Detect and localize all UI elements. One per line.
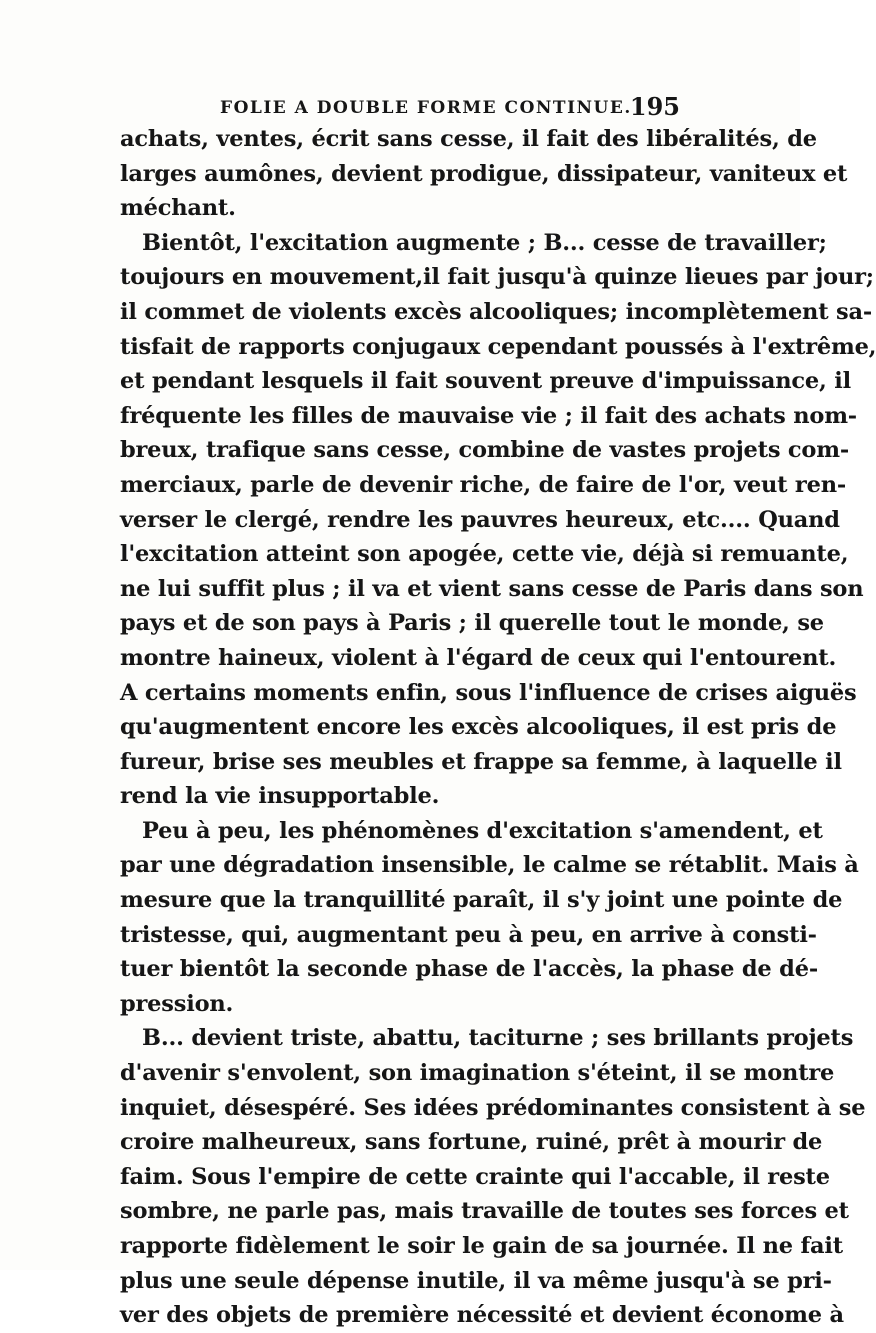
page-number: 195 <box>629 92 680 121</box>
text-line: B... devient triste, abattu, taciturne ; ses brillants projets <box>142 1025 854 1052</box>
text-line: croire malheureux, sans fortune, ruiné, prêt à mourir de <box>120 1129 823 1156</box>
text-line: mesure que la tranquillité paraît, il s'y joint une pointe de <box>120 887 843 914</box>
text-line: sombre, ne parle pas, mais travaille de toutes ses forces et <box>120 1198 849 1225</box>
paragraph <box>120 1021 866 1332</box>
text-line: d'avenir s'envolent, son imagination s'éteint, il se montre <box>120 1060 835 1087</box>
text-line: tuer bientôt la seconde phase de l'accès, la phase de dé- <box>120 956 818 983</box>
text-line: ne lui suffit plus ; il va et vient sans cesse de Paris dans son <box>120 575 864 602</box>
text-line: fréquente les filles de mauvaise vie ; il fait des achats nom- <box>120 402 857 429</box>
text-line: A certains moments enfin, sous l'influence de crises aiguës <box>120 679 857 706</box>
text-line: fureur, brise ses meubles et frappe sa femme, à laquelle il <box>120 748 842 775</box>
text-line: et pendant lesquels il fait souvent preuve d'impuissance, il <box>120 368 851 395</box>
paragraph <box>120 226 876 814</box>
text-line: tisfait de rapports conjugaux cependant poussés à l'extrême, <box>120 333 876 360</box>
text-line: plus une seule dépense inutile, il va même jusqu'à se pri- <box>120 1267 832 1294</box>
text-line: merciaux, parle de devenir riche, de faire de l'or, veut ren- <box>120 471 846 498</box>
text-line: Bientôt, l'excitation augmente ; B... cesse de travailler; <box>142 229 827 256</box>
body-text <box>120 122 876 1333</box>
text-line: achats, ventes, écrit sans cesse, il fait des libéralités, de <box>120 126 817 152</box>
text-line: toujours en mouvement,il fait jusqu'à quinze lieues par jour; <box>120 264 874 291</box>
paragraph <box>120 814 859 1022</box>
text-line: méchant. <box>120 195 236 222</box>
text-line: montre haineux, violent à l'égard de ceux qui l'entourent. <box>120 644 837 671</box>
running-head <box>120 92 680 122</box>
text-line: il commet de violents excès alcooliques; incomplètement sa- <box>120 298 873 325</box>
text-line: verser le clergé, rendre les pauvres heureux, etc.... Quand <box>120 506 840 533</box>
text-line: qu'augmentent encore les excès alcooliques, il est pris de <box>120 714 837 741</box>
text-line: pression. <box>120 990 234 1017</box>
text-line: tristesse, qui, augmentant peu à peu, en arrive à consti- <box>120 921 817 948</box>
paragraph <box>120 122 848 226</box>
text-line: breux, trafique sans cesse, combine de vastes projets com- <box>120 437 849 464</box>
running-title: FOLIE A DOUBLE FORME CONTINUE. <box>220 98 632 118</box>
text-line: pays et de son pays à Paris ; il querelle tout le monde, se <box>120 610 824 637</box>
text-line: Peu à peu, les phénomènes d'excitation s'amendent, et <box>142 817 823 844</box>
text-line: l'excitation atteint son apogée, cette vie, déjà si remuante, <box>120 541 849 568</box>
text-line: inquiet, désespéré. Ses idées prédominantes consistent à se <box>120 1094 866 1121</box>
text-line: rapporte fidèlement le soir le gain de sa journée. Il ne fait <box>120 1233 843 1259</box>
text-line: ver des objets de première nécessité et devient économe à <box>120 1302 844 1329</box>
text-line: rend la vie insupportable. <box>120 783 440 810</box>
text-line: larges aumônes, devient prodigue, dissipateur, vaniteux et <box>120 160 848 187</box>
text-line: par une dégradation insensible, le calme se rétablit. Mais à <box>120 852 859 879</box>
text-line: faim. Sous l'empire de cette crainte qui l'accable, il reste <box>120 1163 830 1190</box>
